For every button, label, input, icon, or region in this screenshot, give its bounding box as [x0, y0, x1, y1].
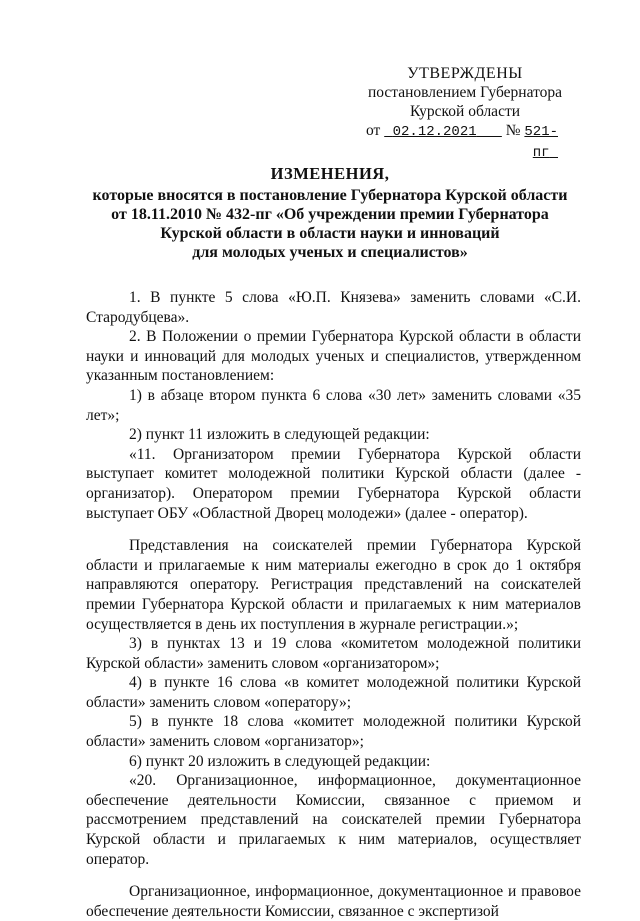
- paragraph: 1. В пункте 5 слова «Ю.П. Князева» заменить словами «С.И. Стародубцева».: [86, 289, 581, 326]
- paragraph: 5) в пункте 18 слова «комитет молодежной политики Курской области» заменить словом «организатор»;: [86, 713, 581, 751]
- paragraph: «20. Организационное, информационное, документационное обеспечение деятельности Комиссии, связанное с приемом и рассмотрением представлений на соискателей премии Губернатора Курской области и прилагаемых к ним материалов, осуществляет оператор.: [86, 772, 581, 868]
- heading-title: ИЗМЕНЕНИЯ,: [270, 164, 390, 183]
- paragraph: 4) в пункте 16 слова «в комитет молодежной политики Курской области» заменить словом «оператору»;: [86, 674, 581, 711]
- approval-date-line: [360, 121, 570, 163]
- approval-line-2: Курской области: [409, 103, 521, 120]
- paragraph: 1) в абзаце втором пункта 6 слова «30 лет» заменить словами «35 лет»;: [86, 386, 581, 424]
- date-prefix: от: [366, 122, 381, 139]
- heading-line-3: Курской области в области науки и инноваций: [160, 225, 500, 242]
- paragraph: «11. Организатором премии Губернатора Курской области выступает комитет молодежной политики Курской области (далее - организатор). Оператором премии Губернатора Курской области выступает ОБУ «Областной Дворец молодежи» (далее - оператор).: [86, 445, 581, 522]
- heading-line-1: которые вносятся в постановление Губернатора Курской области: [92, 187, 568, 204]
- heading-line-4: для молодых ученых и специалистов»: [192, 244, 468, 261]
- paragraph: Представления на соискателей премии Губернатора Курской области и прилагаемые к ним материалы ежегодно в срок до 1 октября направляются оператору. Регистрация представлений на соискателей премии Губернатора Курской области и прилагаемых к ним материалов осуществляется в день их поступления в журнале регистрации.»;: [86, 537, 581, 633]
- paragraph: 2. В Положении о премии Губернатора Курской области в области науки и инноваций для молодых ученых и специалистов, утвержденном указанным постановлением:: [86, 328, 581, 385]
- document-heading: [60, 164, 600, 262]
- approval-title: УТВЕРЖДЕНЫ: [407, 65, 523, 82]
- paragraph: 2) пункт 11 изложить в следующей редакции:: [129, 426, 430, 444]
- paragraph: 6) пункт 20 изложить в следующей редакции:: [129, 752, 431, 770]
- approval-stamp: [360, 64, 570, 163]
- number-prefix: №: [505, 122, 521, 139]
- paragraph: 3) в пунктах 13 и 19 слова «комитетом молодежной политики Курской области» заменить словом «организатором»;: [86, 635, 581, 672]
- paragraph: Организационное, информационное, документационное и правовое обеспечение деятельности Комиссии, связанное с экспертизой: [86, 883, 581, 920]
- approval-line-1: постановлением Губернатора: [367, 84, 563, 101]
- approval-date: 02.12.2021: [392, 124, 477, 140]
- heading-line-2: от 18.11.2010 № 432-пг «Об учреждении премии Губернатора: [111, 206, 549, 223]
- document-body: [86, 288, 581, 921]
- approval-number: 521-пг: [524, 124, 558, 161]
